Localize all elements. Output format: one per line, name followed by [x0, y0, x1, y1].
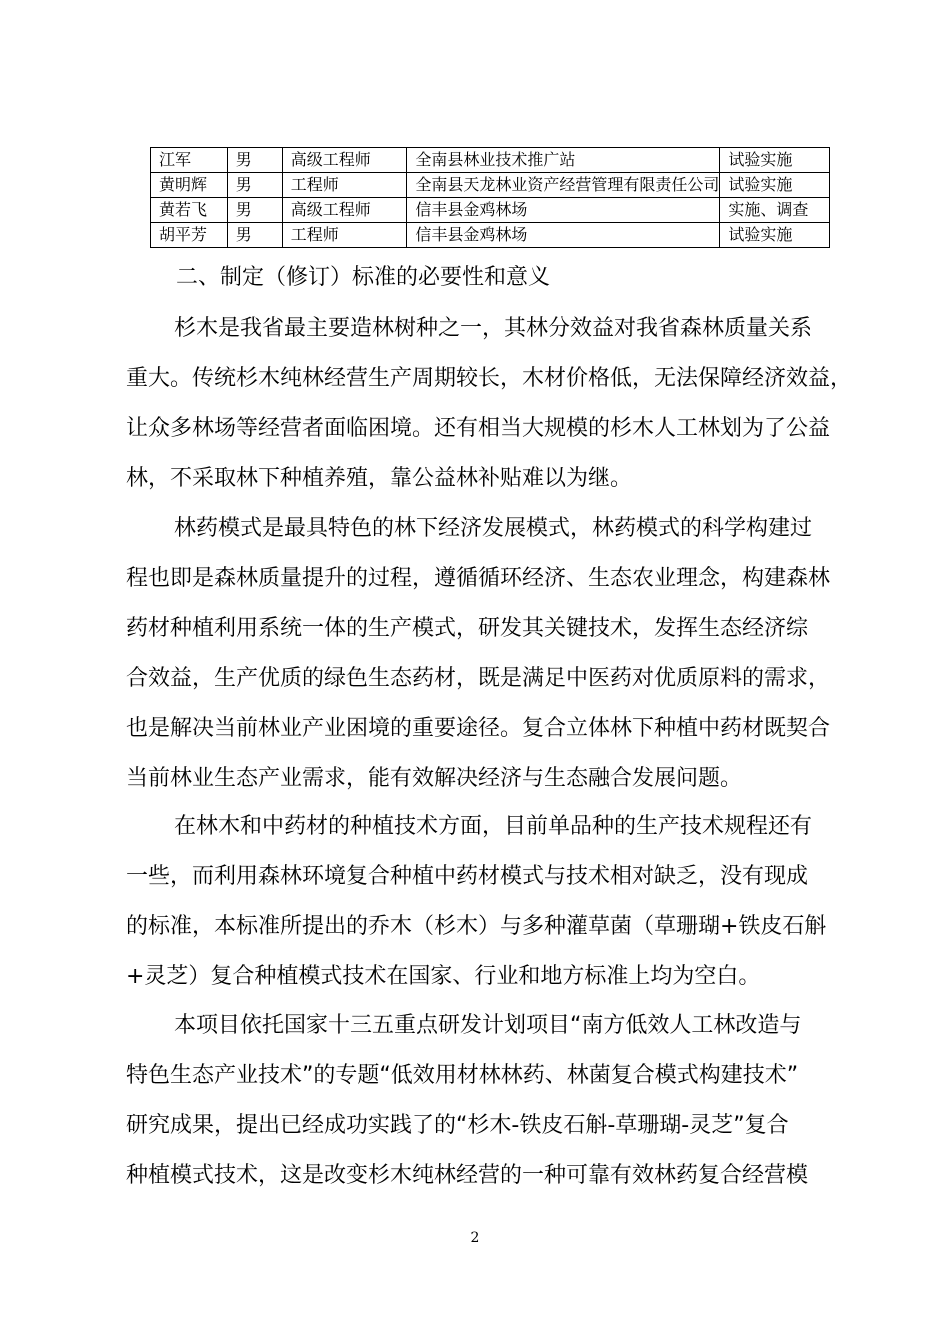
table-row — [151, 173, 830, 198]
text-line: 林药模式是最具特色的林下经济发展模式，林药模式的科学构建过 — [174, 516, 813, 541]
gender-cell: 男 — [227, 198, 282, 223]
text-line: +灵芝）复合种植模式技术在国家、行业和地方标准上均为空白。 — [126, 964, 761, 989]
text-line: 也是解决当前林业产业困境的重要途径。复合立体林下种植中药材既契合 — [126, 716, 831, 741]
gender-cell: 男 — [227, 148, 282, 173]
organization-cell: 信丰县金鸡林场 — [407, 223, 720, 248]
paragraph-3 — [126, 802, 836, 1002]
title-cell: 高级工程师 — [282, 148, 407, 173]
text-line: 在林木和中药材的种植技术方面，目前单品种的生产技术规程还有 — [174, 814, 813, 839]
text-line: 让众多林场等经营者面临困境。还有相当大规模的杉木人工林划为了公益 — [126, 416, 831, 441]
paragraph-2 — [126, 504, 836, 804]
role-cell: 试验实施 — [720, 173, 830, 198]
role-cell: 试验实施 — [720, 223, 830, 248]
text-line: 杉木是我省最主要造林树种之一，其林分效益对我省森林质量关系 — [174, 316, 813, 341]
gender-cell: 男 — [227, 173, 282, 198]
title-cell: 高级工程师 — [282, 198, 407, 223]
name-cell: 黄若飞 — [151, 198, 228, 223]
role-cell: 试验实施 — [720, 148, 830, 173]
organization-cell: 全南县林业技术推广站 — [407, 148, 720, 173]
paragraph-4 — [126, 1001, 836, 1201]
text-line: 本项目依托国家十三五重点研发计划项目“南方低效人工林改造与 — [174, 1013, 802, 1038]
text-line: 一些，而利用森林环境复合种植中药材模式与技术相对缺乏，没有现成 — [126, 864, 809, 889]
name-cell: 江军 — [151, 148, 228, 173]
role-cell: 实施、调查 — [720, 198, 830, 223]
table-row — [151, 198, 830, 223]
table-row — [151, 148, 830, 173]
text-line: 林，不采取林下种植养殖，靠公益林补贴难以为继。 — [126, 466, 633, 491]
organization-cell: 全南县天龙林业资产经营管理有限责任公司 — [407, 173, 720, 198]
text-line: 程也即是森林质量提升的过程，遵循循环经济、生态农业理念，构建森林 — [126, 566, 831, 591]
paragraph-1 — [126, 304, 853, 504]
title-cell: 工程师 — [282, 173, 407, 198]
page-number: 2 — [470, 1230, 480, 1246]
gender-cell: 男 — [227, 223, 282, 248]
section-heading: 二、制定（修订）标准的必要性和意义 — [176, 265, 551, 290]
text-line: 特色生态产业技术”的专题“低效用材林林药、林菌复合模式构建技术” — [126, 1063, 799, 1088]
text-line: 当前林业生态产业需求，能有效解决经济与生态融合发展问题。 — [126, 766, 743, 791]
text-line: 合效益，生产优质的绿色生态药材，既是满足中医药对优质原料的需求， — [126, 666, 831, 691]
staff-table — [150, 147, 830, 248]
text-line: 重大。传统杉木纯林经营生产周期较长，木材价格低，无法保障经济效益， — [126, 366, 853, 391]
name-cell: 胡平芳 — [151, 223, 228, 248]
title-cell: 工程师 — [282, 223, 407, 248]
text-line: 种植模式技术，这是改变杉木纯林经营的一种可靠有效林药复合经营模 — [126, 1163, 809, 1188]
name-cell: 黄明辉 — [151, 173, 228, 198]
text-line: 的标准，本标准所提出的乔木（杉木）与多种灌草菌（草珊瑚+铁皮石斛 — [126, 914, 827, 939]
organization-cell: 信丰县金鸡林场 — [407, 198, 720, 223]
text-line: 药材种植利用系统一体的生产模式，研发其关键技术，发挥生态经济综 — [126, 616, 809, 641]
table-row — [151, 223, 830, 248]
text-line: 研究成果，提出已经成功实践了的“杉木-铁皮石斛-草珊瑚-灵芝”复合 — [126, 1113, 789, 1138]
